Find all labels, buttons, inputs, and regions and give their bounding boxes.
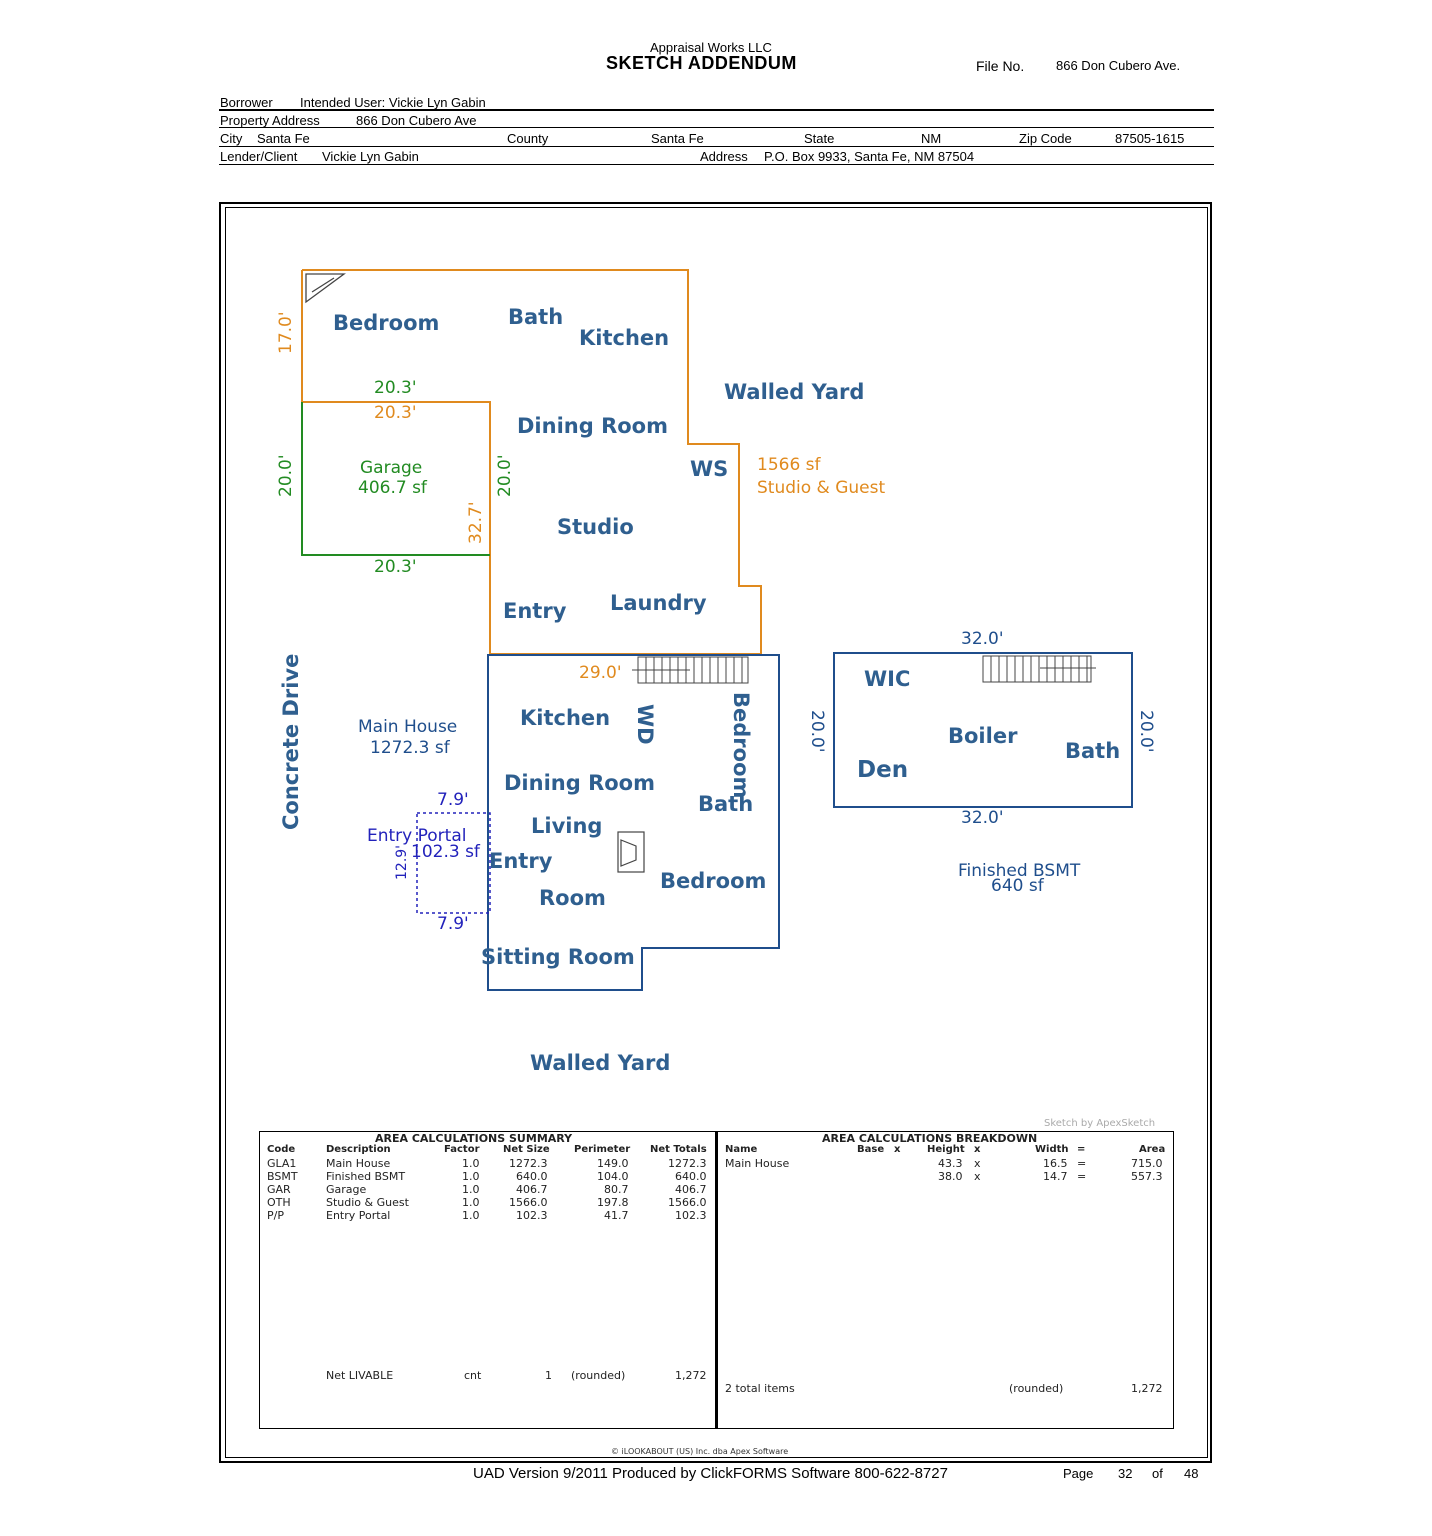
col-header: = xyxy=(1077,1144,1086,1155)
borrower-value: Intended User: Vickie Lyn Gabin xyxy=(300,95,486,110)
room-label: Dining Room xyxy=(517,414,668,438)
room-label: WIC xyxy=(864,667,911,691)
dimension-label: 32.7' xyxy=(466,501,486,544)
col-header: Area xyxy=(1139,1144,1166,1155)
room-label: Kitchen xyxy=(579,326,670,350)
basement-area: 640 sf xyxy=(991,876,1044,896)
room-label: Dining Room xyxy=(504,771,655,795)
breakdown-table: AREA CALCULATIONS BREAKDOWN Name Base x Height x Width = Area Main House 43.3 x 16.5 = 715.0 38.0 x 14.7 = 557.3 2 total items (rounded) 1,272 xyxy=(725,1132,1166,1395)
breakdown-name: Main House xyxy=(725,1157,790,1170)
walled-yard-label: Walled Yard xyxy=(530,1051,671,1075)
room-label: WS xyxy=(690,457,729,481)
col-header: Factor xyxy=(444,1144,480,1155)
page-number: 32 xyxy=(1118,1466,1133,1481)
state-label: State xyxy=(804,131,835,146)
county-value: Santa Fe xyxy=(651,131,704,146)
portal-area: 102.3 sf xyxy=(411,842,480,862)
room-label: Entry xyxy=(489,849,553,873)
page-total: 48 xyxy=(1184,1466,1199,1481)
main-house-area: 1272.3 sf xyxy=(370,738,450,758)
col-header: x xyxy=(894,1144,901,1155)
dimension-label: 32.0' xyxy=(961,629,1004,649)
of-label: of xyxy=(1152,1466,1163,1481)
dimension-label: 7.9' xyxy=(437,790,469,810)
col-header: Height xyxy=(927,1144,965,1155)
col-header: Name xyxy=(725,1144,758,1155)
room-label: Sitting Room xyxy=(481,945,635,969)
dimension-label: 29.0' xyxy=(579,663,622,683)
dimension-label: 20.3' xyxy=(374,378,417,398)
dimension-label: 20.0' xyxy=(276,454,296,497)
col-header: Perimeter xyxy=(574,1144,631,1155)
room-label: Boiler xyxy=(948,724,1018,748)
room-label: Bedroom xyxy=(729,692,753,799)
dimension-label: 17.0' xyxy=(276,311,296,354)
zip-value: 87505-1615 xyxy=(1115,131,1185,146)
dimension-label: 20.0' xyxy=(495,454,515,497)
room-label: Den xyxy=(857,757,909,783)
file-no-value: 866 Don Cubero Ave. xyxy=(1056,58,1181,73)
basement-name: Finished BSMT xyxy=(958,861,1081,881)
col-header: Width xyxy=(1035,1144,1069,1155)
city-value: Santa Fe xyxy=(257,131,310,146)
col-header: Net Size xyxy=(503,1144,550,1155)
address-label: Address xyxy=(700,149,748,164)
dimension-label: 20.0' xyxy=(1136,710,1156,753)
col-header: Description xyxy=(326,1144,391,1155)
lender-label: Lender/Client xyxy=(220,149,298,164)
page-label: Page xyxy=(1063,1466,1094,1481)
col-header: Net Totals xyxy=(650,1144,707,1155)
dimension-label: 20.3' xyxy=(374,557,417,577)
room-label: Studio xyxy=(557,515,634,539)
dimension-label: 7.9' xyxy=(437,914,469,934)
room-label: Bedroom xyxy=(333,311,440,335)
dimension-label: 12.9' xyxy=(394,844,410,880)
garage-area: 406.7 sf xyxy=(358,478,427,498)
walled-yard-label: Walled Yard xyxy=(724,380,865,404)
room-label: Bedroom xyxy=(660,869,767,893)
borrower-label: Borrower xyxy=(220,95,273,110)
fireplace-icon xyxy=(306,274,344,302)
studio-area: 1566 sf xyxy=(757,455,821,475)
file-no-label: File No. xyxy=(976,58,1025,74)
room-label: Laundry xyxy=(610,591,707,615)
room-label: Entry xyxy=(503,599,567,623)
breakdown-title: AREA CALCULATIONS BREAKDOWN xyxy=(822,1132,1038,1145)
room-label: Bath xyxy=(698,792,754,816)
dimension-label: 32.0' xyxy=(961,808,1004,828)
col-header: Code xyxy=(267,1144,296,1155)
summary-table: AREA CALCULATIONS SUMMARY Code Description Factor Net Size Perimeter Net Totals GLA1 Main House 1.0 1272.3 149.0 1272.3 BSMT Finished BSMT 1.0 640.0 104.0 640.0 GAR Garage 1.0 406.7 80.7 406.7 OTH Studio & Guest 1.0 1566.0 197.8 1566.0 P/P Entry Portal 1.0 102.3 41.7 102.3 Net LIVABLE cnt 1 (rounded) 1,272 xyxy=(267,1132,707,1382)
county-label: County xyxy=(507,131,549,146)
fireplace-icon xyxy=(621,840,636,866)
room-label: Bath xyxy=(1065,739,1121,763)
page-title: SKETCH ADDENDUM xyxy=(606,53,797,73)
concrete-drive-label: Concrete Drive xyxy=(279,653,303,830)
room-label: Bath xyxy=(508,305,564,329)
state-value: NM xyxy=(921,131,942,146)
dimension-label: 20.0' xyxy=(807,710,827,753)
property-value: 866 Don Cubero Ave xyxy=(356,113,477,128)
copyright: © iLOOKABOUT (US) Inc. dba Apex Software xyxy=(611,1447,789,1456)
city-label: City xyxy=(220,131,243,146)
main-house-name: Main House xyxy=(358,717,458,737)
studio-name: Studio & Guest xyxy=(757,478,886,498)
col-header: Base xyxy=(857,1144,885,1155)
portal-name: Entry Portal xyxy=(367,826,467,846)
company-name: Appraisal Works LLC xyxy=(650,40,772,55)
produced-by: UAD Version 9/2011 Produced by ClickFORMS Software 800-622-8727 xyxy=(473,1465,948,1482)
dimension-label: 20.3' xyxy=(374,403,417,423)
property-label: Property Address xyxy=(220,113,320,128)
zip-label: Zip Code xyxy=(1019,131,1072,146)
lender-value: Vickie Lyn Gabin xyxy=(322,149,419,164)
garage-name: Garage xyxy=(360,458,423,478)
address-value: P.O. Box 9933, Santa Fe, NM 87504 xyxy=(764,149,975,164)
room-label: Room xyxy=(539,886,606,910)
room-label: Living xyxy=(531,814,603,838)
room-label: WD xyxy=(633,704,657,745)
room-label: Kitchen xyxy=(520,706,611,730)
col-header: x xyxy=(974,1144,981,1155)
sketch-credit: Sketch by ApexSketch xyxy=(1044,1118,1156,1129)
summary-title: AREA CALCULATIONS SUMMARY xyxy=(375,1132,573,1145)
